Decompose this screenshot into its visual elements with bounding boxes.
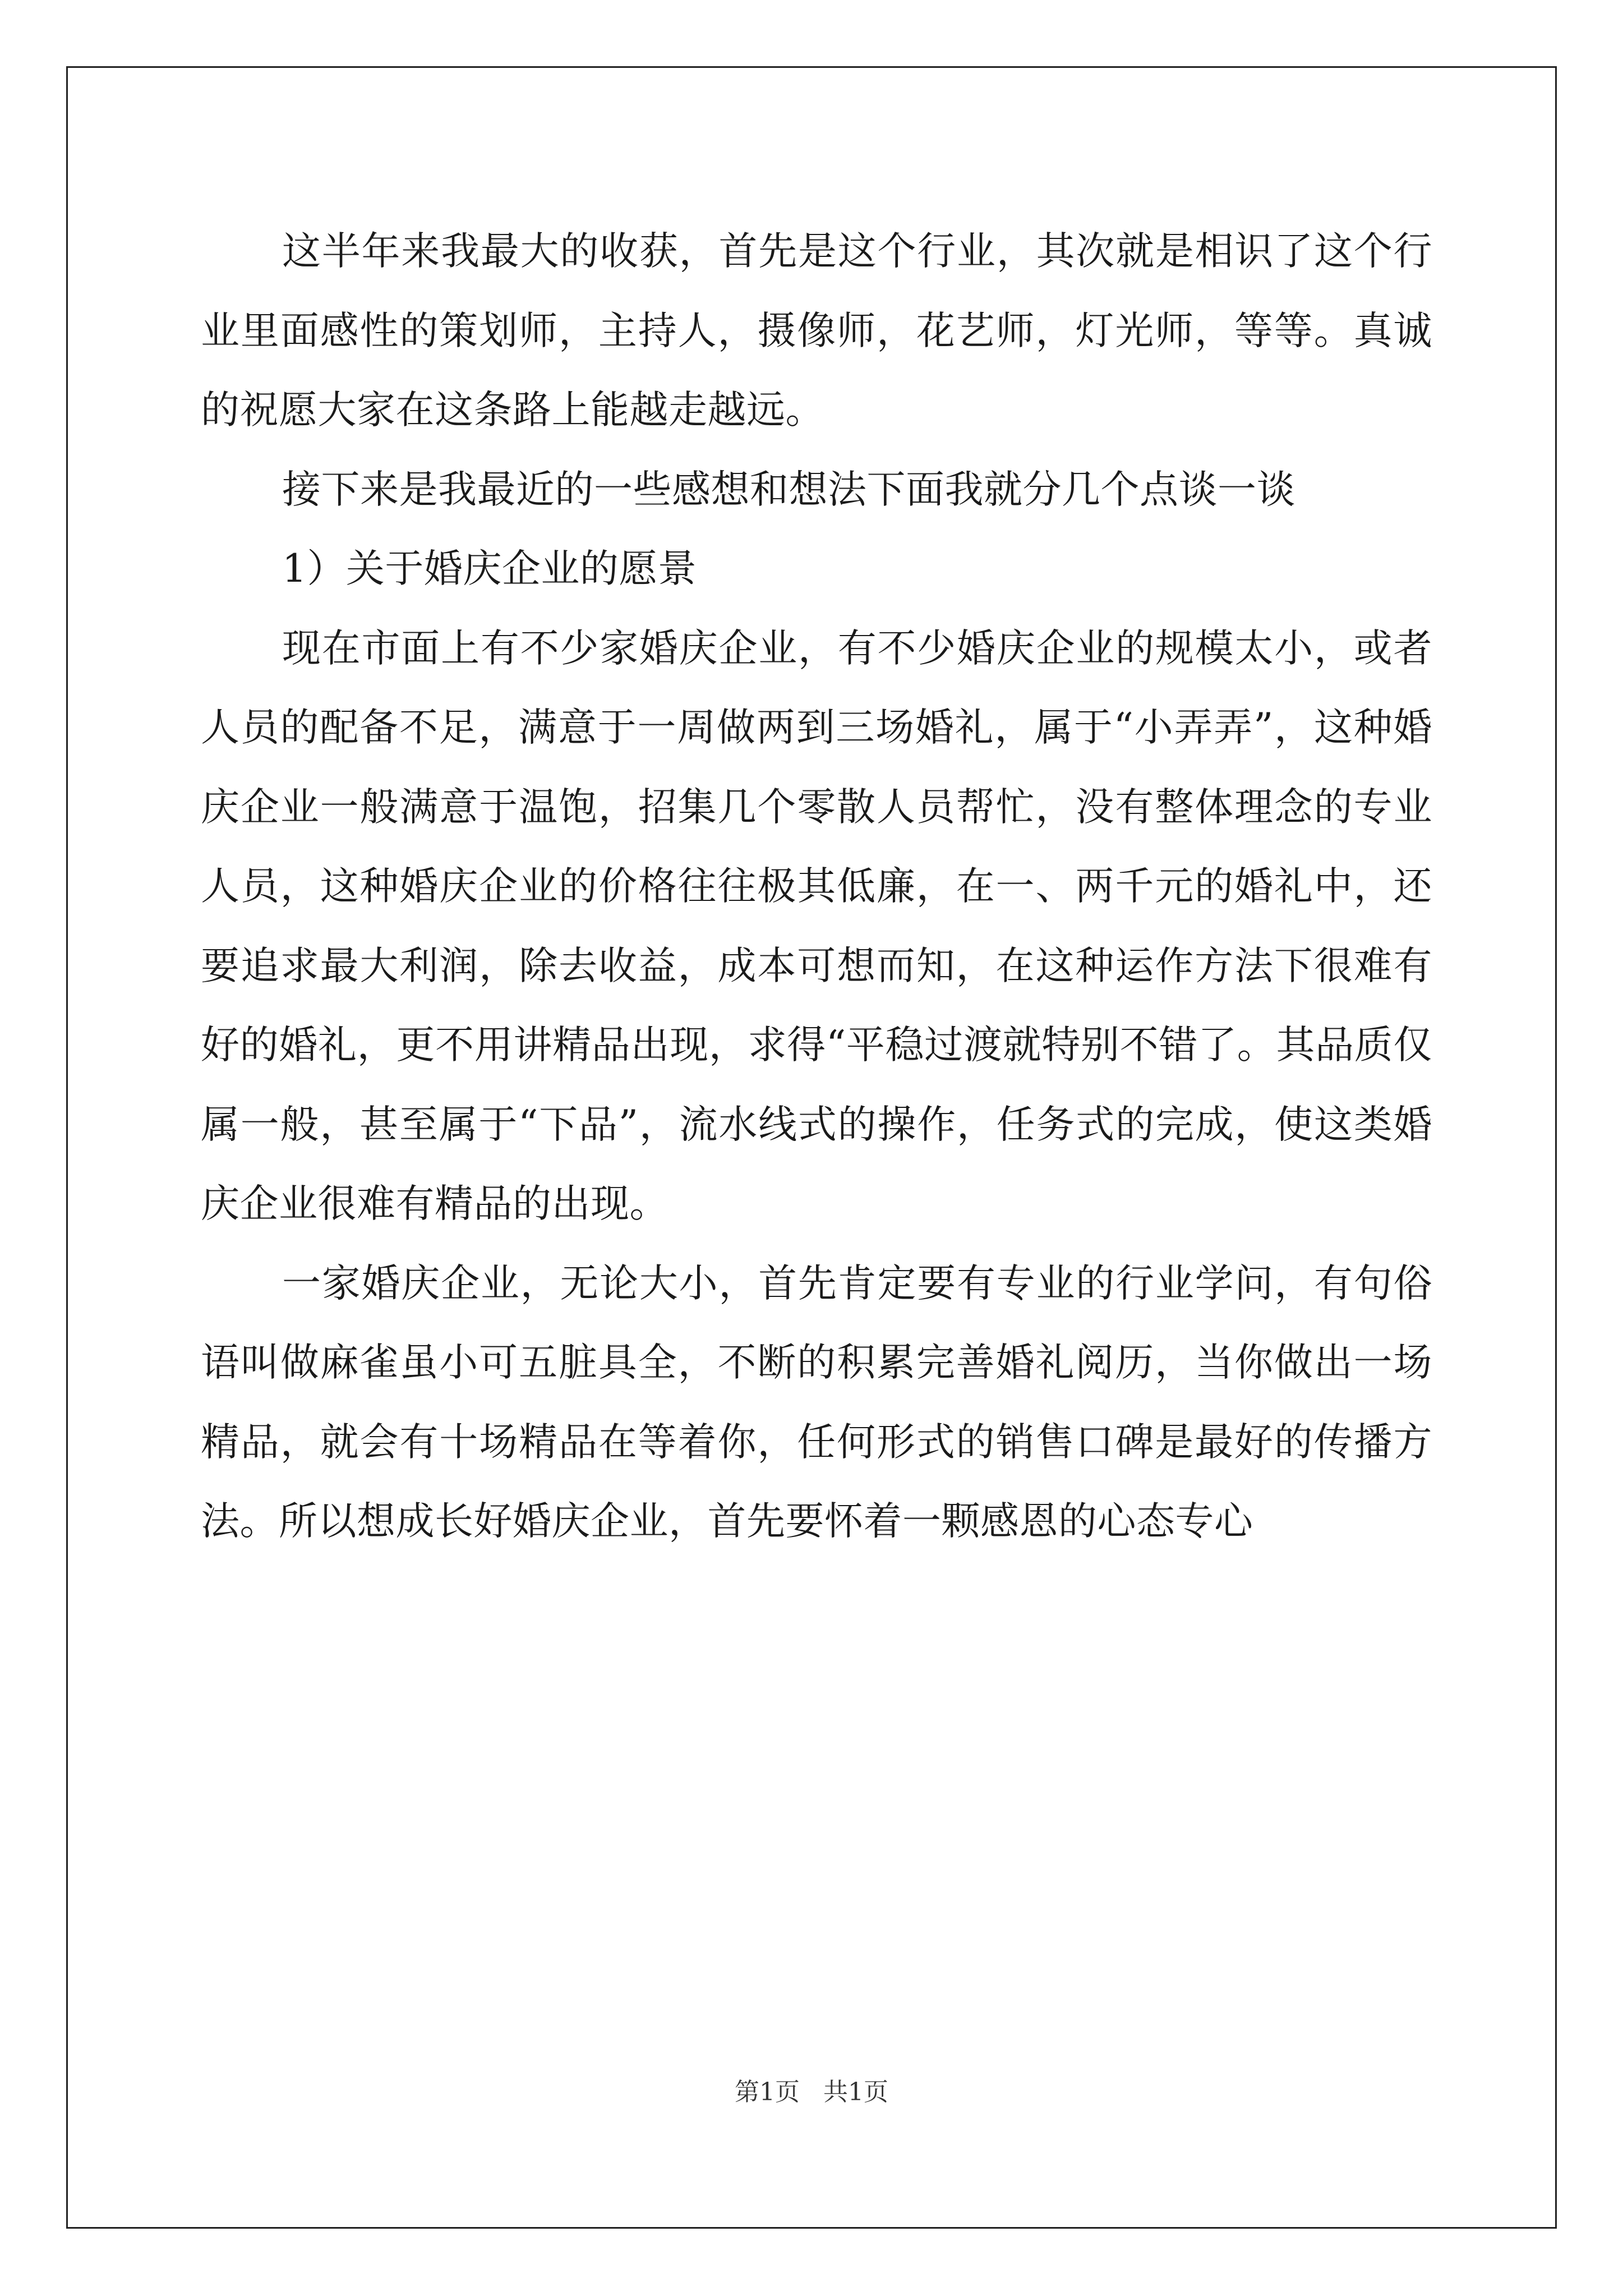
page-number: 第1页 共1页 <box>735 2078 888 2106</box>
paragraph-harvest: 这半年来我最大的收获，首先是这个行业，其次就是相识了这个行业里面感性的策划师，主持人，摄像师，花艺师，灯光师，等等。真诚的祝愿大家在这条路上能越走越远。 <box>201 229 1432 432</box>
section-heading-vision: 1）关于婚庆企业的愿景 <box>282 546 697 591</box>
paragraph-market: 现在市面上有不少家婚庆企业，有不少婚庆企业的规模太小，或者人员的配备不足，满意于一周做两到三场婚礼，属于“小弄弄”，这种婚庆企业一般满意于温饱，招集几个零散人员帮忙，没有整体理念的专业人员，这种婚庆企业的价格往往极其低廉，在一、两千元的婚礼中，还要追求最大利润，除去收益，成本可想而知，在这种运作方法下很难有好的婚礼，更不用讲精品出现，求得“平稳过渡就特别不错了。其品质仅属一般，甚至属于“下品”，流水线式的操作，任务式的完成，使这类婚庆企业很难有精品的出现。 <box>201 625 1432 1226</box>
paragraph-intro: 接下来是我最近的一些感想和想法下面我就分几个点谈一谈 <box>282 467 1295 512</box>
page-footer <box>0 2076 1623 2109</box>
paragraph-quality: 一家婚庆企业，无论大小，首先肯定要有专业的行业学问，有句俗语叫做麻雀虽小可五脏具全，不断的积累完善婚礼阅历，当你做出一场精品，就会有十场精品在等着你，任何形式的销售口碑是最好的传播方法。所以想成长好婚庆企业，首先要怀着一颗感恩的心态专心 <box>201 1260 1432 1544</box>
document-body <box>201 212 1432 1562</box>
